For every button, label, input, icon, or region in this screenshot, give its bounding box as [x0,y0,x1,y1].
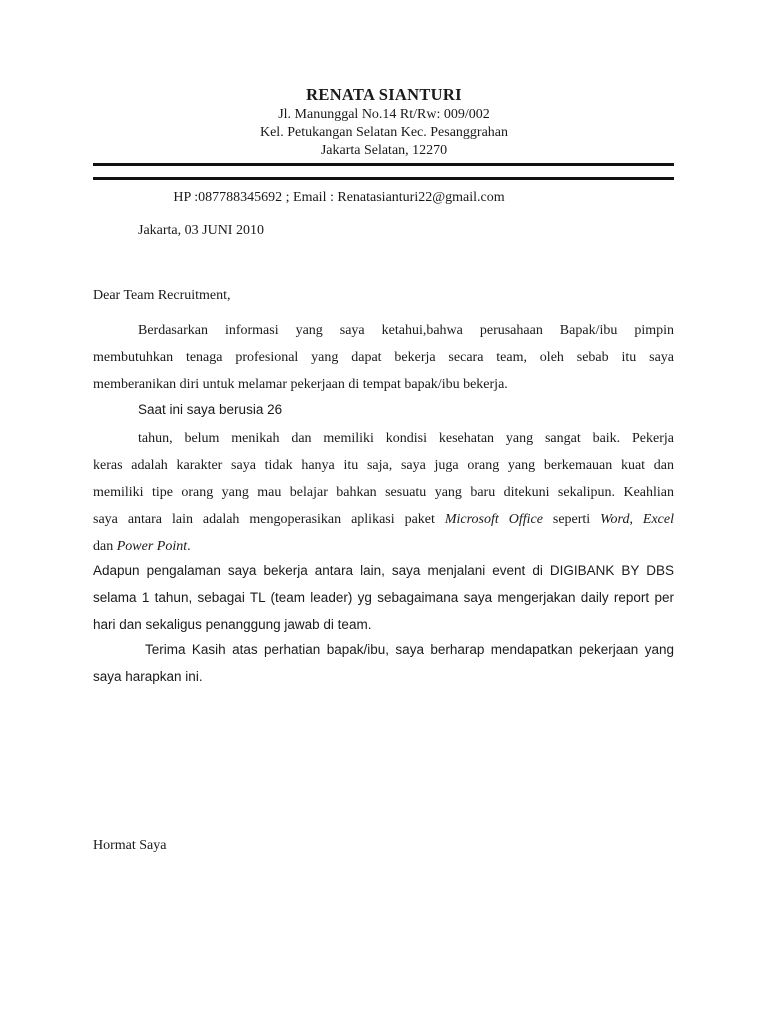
address-line-1: Jl. Manunggal No.14 Rt/Rw: 009/002 [278,107,490,122]
paragraph-4 [93,636,674,690]
header-rule-bottom [93,177,674,180]
letter-date: Jakarta, 03 JUNI 2010 [138,223,264,238]
paragraph-1-line-1: Berdasarkan informasi yang saya ketahui,bahwa perusahaan Bapak/ibu pimpin [138,323,674,338]
paragraph-3 [93,557,674,638]
salutation: Dear Team Recruitment, [93,288,231,303]
closing: Hormat Saya [93,838,167,853]
paragraph-2 [93,425,674,560]
paragraph-2-line-5 [93,506,674,533]
paragraph-1-line-2: membutuhkan tenaga profesional yang dapat bekerja secara team, oleh sebab itu saya [93,350,674,365]
line-6-end: . [187,539,191,554]
excel-text: Excel [642,512,674,527]
line-5-comma: , [629,512,643,527]
paragraph-2-line-6 [93,533,674,560]
word-text: Word [600,512,630,527]
paragraph-2-line-1: Saat ini saya berusia 26 [138,402,283,417]
line-6-pre: dan [93,539,117,554]
paragraph-3-line-1: Adapun pengalaman saya bekerja antara lain, saya menjalani event di DIGIBANK BY DBS [93,563,674,578]
paragraph-4-line-2: saya harapkan ini. [93,669,203,684]
address-line-3: Jakarta Selatan, 12270 [320,143,448,158]
paragraph-2-line-4: memiliki tipe orang yang mau belajar bahkan sesuatu yang baru ditekuni sekalipun. Keahlian [93,485,674,500]
paragraph-1-line-3: memberanikan diri untuk melamar pekerjaan di tempat bapak/ibu bekerja. [93,377,508,392]
paragraph-3-line-3: hari dan sekaligus penanggung jawab di team. [93,617,372,632]
header-rule-top [93,163,674,166]
microsoft-office-text: Microsoft Office [444,512,543,527]
sender-name: RENATA SIANTURI [306,85,462,104]
line-5-mid: seperti [542,512,601,527]
paragraph-1 [93,317,674,398]
paragraph-2-line-3: keras adalah karakter saya tidak hanya itu saja, saya juga orang yang berkemauan kuat dan [93,458,674,473]
contact-line: HP :087788345692 ; Email : Renatasianturi22@gmail.com [173,190,505,205]
paragraph-3-line-2: selama 1 tahun, sebagai TL (team leader) yg sebagaimana saya mengerjakan daily report per [93,590,674,605]
paragraph-2-line-2: tahun, belum menikah dan memiliki kondisi kesehatan yang sangat baik. Pekerja [138,431,674,446]
line-5-text: saya antara lain adalah mengoperasikan aplikasi paket [93,512,445,527]
power-point-text: Power Point [116,539,188,554]
paragraph-4-line-1: Terima Kasih atas perhatian bapak/ibu, saya berharap mendapatkan pekerjaan yang [145,642,674,657]
address-line-2: Kel. Petukangan Selatan Kec. Pesanggrahan [259,125,509,140]
